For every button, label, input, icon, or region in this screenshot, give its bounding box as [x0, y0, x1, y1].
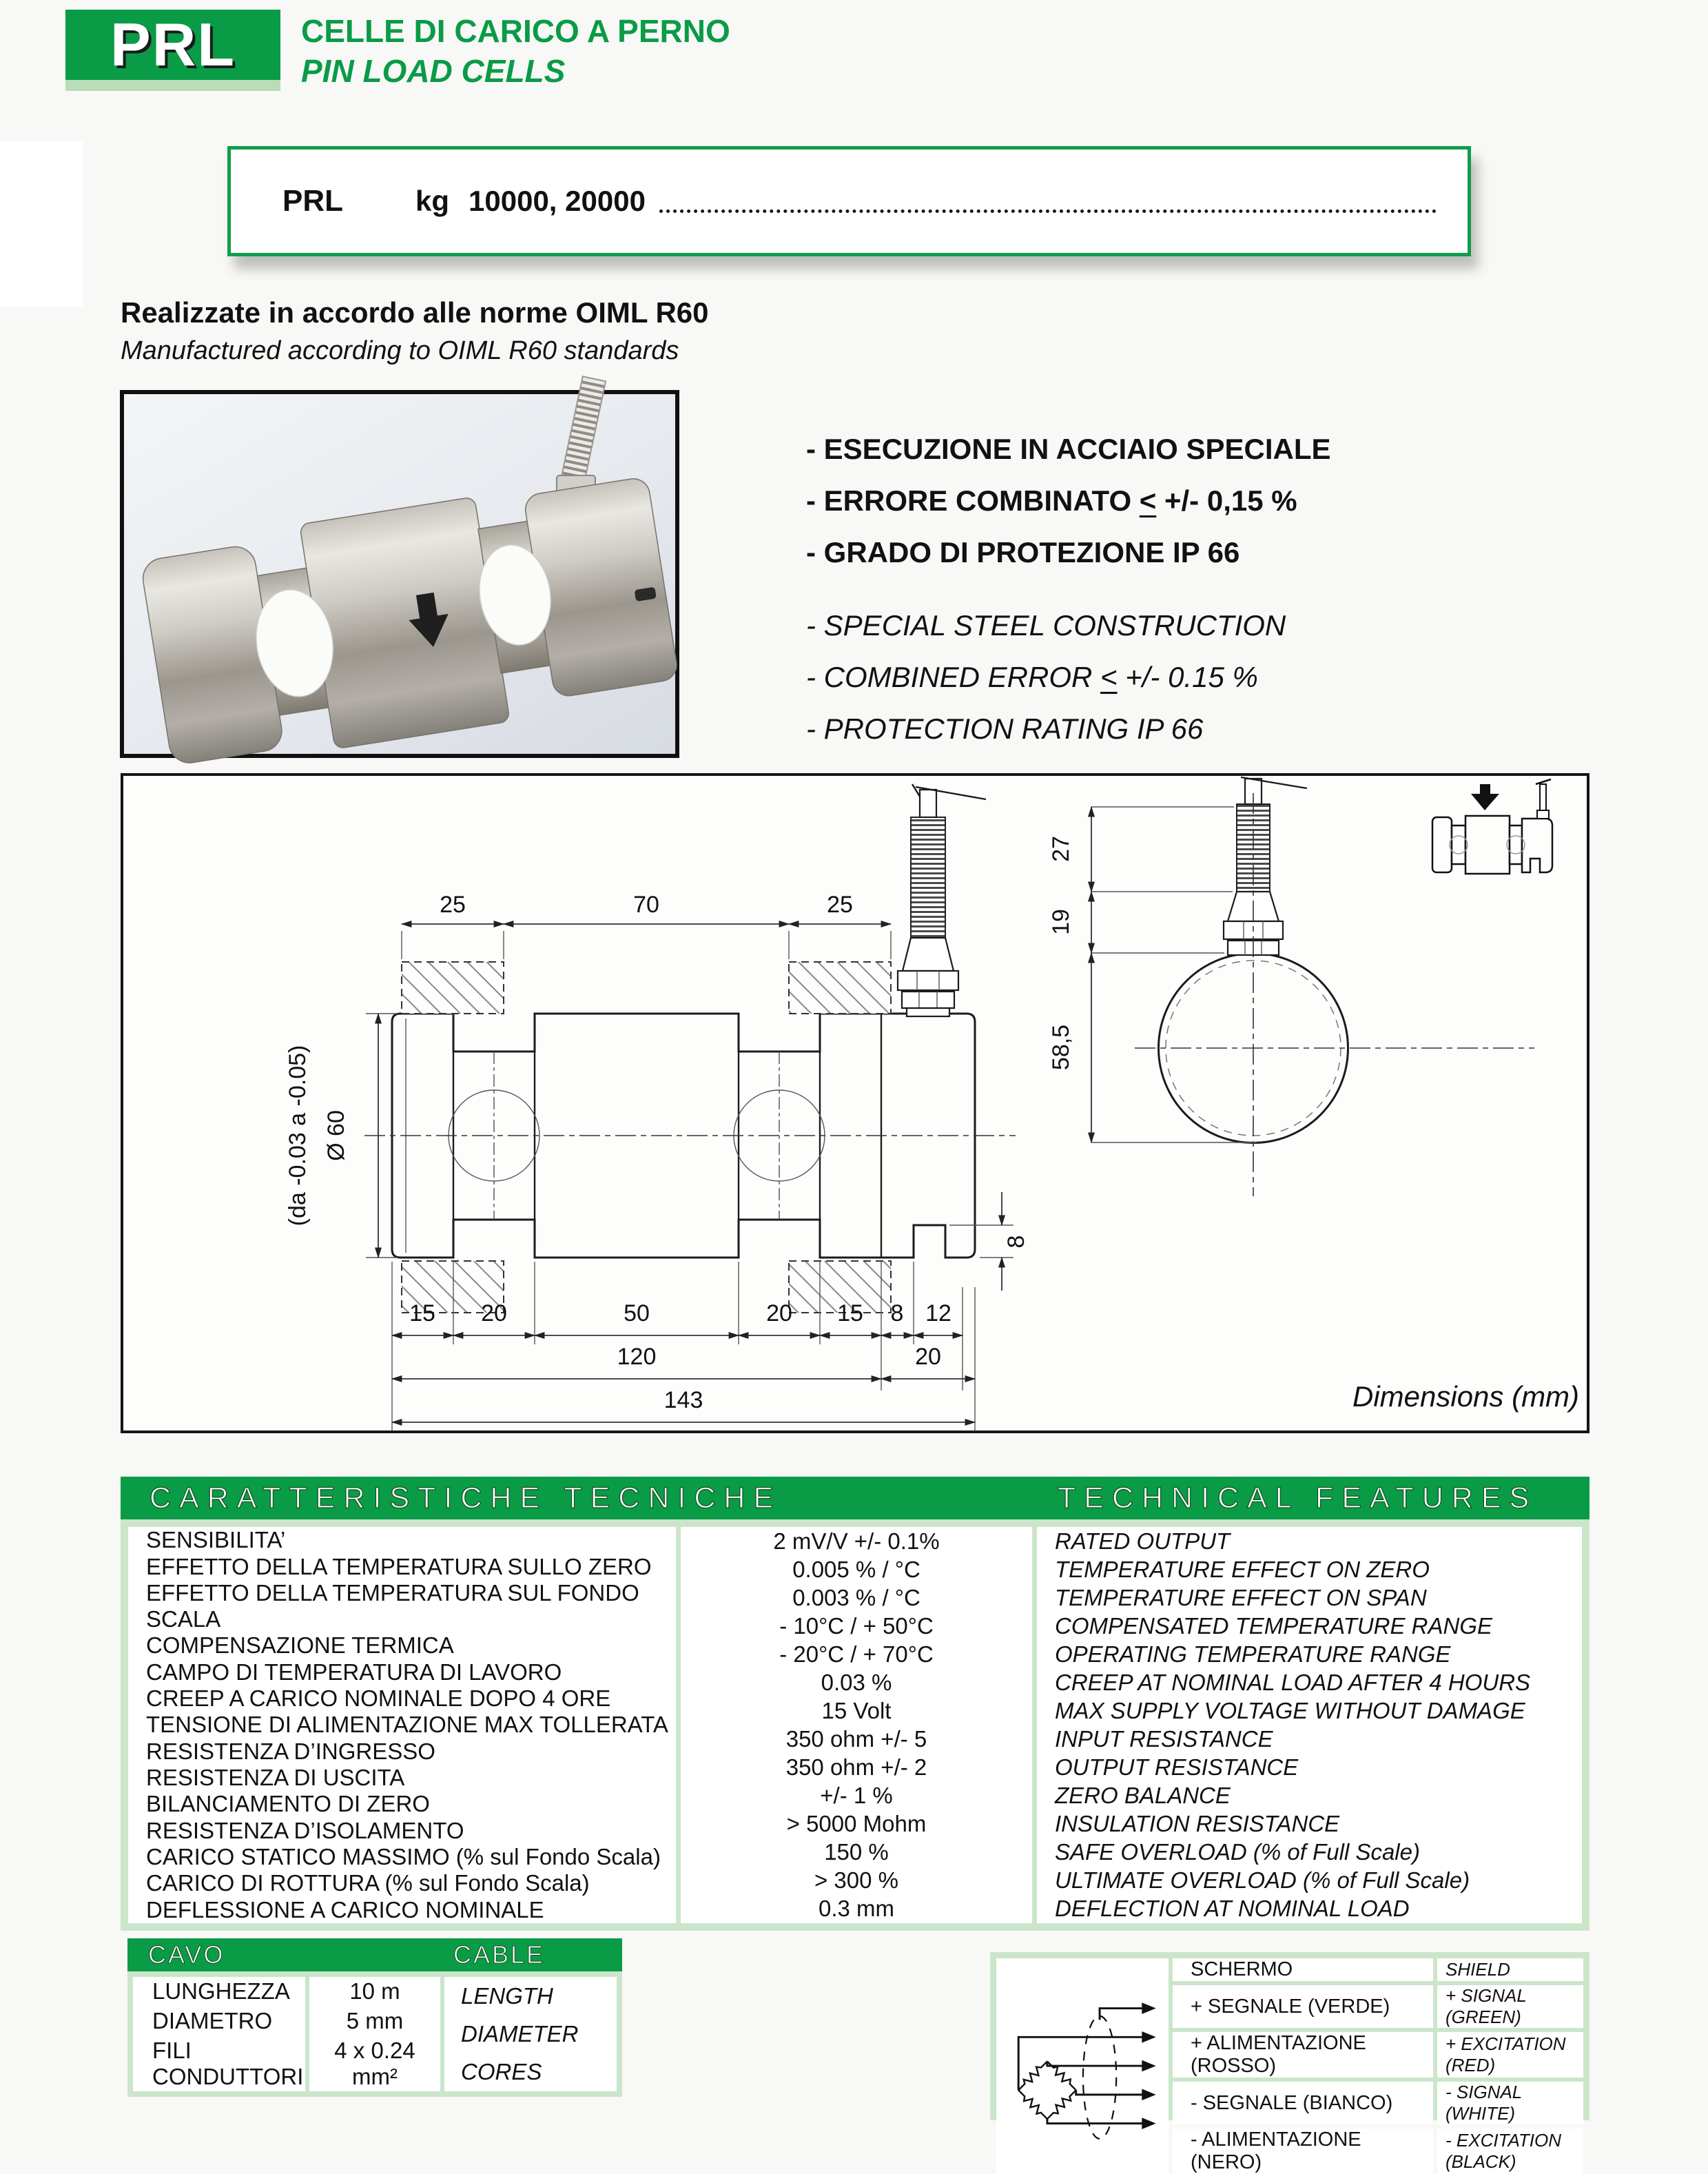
tech-label-en: COMPENSATED TEMPERATURE RANGE — [1055, 1612, 1493, 1639]
tech-value: 0.005 % / °C — [792, 1556, 920, 1582]
svg-text:20: 20 — [481, 1300, 507, 1326]
product-photo — [120, 390, 679, 758]
feature-it-1: - ESECUZIONE IN ACCIAIO SPECIALE — [806, 433, 1331, 465]
wiring-row-english: + SIGNAL (GREEN) — [1437, 1985, 1583, 2028]
tech-value: 0.03 % — [821, 1669, 892, 1695]
tech-value: > 5000 Mohm — [786, 1811, 927, 1837]
wheatstone-bridge-icon — [1002, 1989, 1162, 2144]
cable-header-english: CABLE — [453, 1940, 546, 1969]
technical-drawing-box — [121, 773, 1589, 1433]
cable-column-italian — [133, 1977, 305, 2091]
bridge-diagram-cell — [996, 1958, 1169, 2174]
tech-label-en: TEMPERATURE EFFECT ON ZERO — [1055, 1556, 1430, 1582]
svg-text:120: 120 — [617, 1344, 657, 1370]
svg-text:15: 15 — [409, 1300, 435, 1326]
tech-value: > 300 % — [814, 1867, 898, 1894]
cable-label-en: DIAMETER — [461, 2020, 579, 2047]
svg-text:19: 19 — [1048, 909, 1074, 935]
cable-column-english — [444, 1977, 617, 2091]
tech-label: RESISTENZA DI USCITA — [146, 1764, 405, 1790]
technical-drawing — [123, 776, 1587, 1430]
cable-value: 4 x 0.24 mm² — [334, 2037, 415, 2089]
tech-label-en: DEFLECTION AT NOMINAL LOAD — [1055, 1896, 1410, 1922]
tech-label: CARICO DI ROTTURA (% sul Fondo Scala) — [146, 1870, 590, 1896]
tech-value: 350 ohm +/- 2 — [785, 1754, 927, 1781]
dim-heights — [1048, 807, 1257, 1142]
wiring-row-english: - SIGNAL (WHITE) — [1437, 2082, 1583, 2124]
wiring-table — [990, 1952, 1589, 2173]
cable-label: FILI CONDUTTORI — [152, 2037, 304, 2089]
feature-it-3: - GRADO DI PROTEZIONE IP 66 — [806, 536, 1240, 568]
tech-table-header — [121, 1477, 1589, 1519]
svg-text:20: 20 — [915, 1344, 941, 1370]
cable-value: 5 mm — [346, 2007, 404, 2033]
wiring-row-italian: - ALIMENTAZIONE (NERO) — [1173, 2129, 1433, 2174]
tech-label-en: ZERO BALANCE — [1055, 1783, 1231, 1809]
standards-line-english: Manufactured according to OIML R60 standards — [121, 336, 679, 365]
tech-label-en: ULTIMATE OVERLOAD (% of Full Scale) — [1055, 1867, 1470, 1894]
tech-value: 150 % — [824, 1839, 889, 1865]
svg-text:Ø 60: Ø 60 — [323, 1110, 349, 1161]
tech-value: +/- 1 % — [820, 1783, 893, 1809]
tech-header-italian: CARATTERISTICHE TECNICHE — [150, 1481, 782, 1515]
svg-text:15: 15 — [837, 1300, 863, 1326]
tech-value: 0.3 mm — [818, 1896, 895, 1922]
wiring-row-italian: + ALIMENTAZIONE (ROSSO) — [1173, 2032, 1433, 2078]
cable-label: LUNGHEZZA — [152, 1978, 290, 2004]
wiring-row-italian: + SEGNALE (VERDE) — [1173, 1985, 1433, 2028]
tech-label: CARICO STATICO MASSIMO (% sul Fondo Scala) — [146, 1843, 661, 1869]
tech-value: - 20°C / + 70°C — [779, 1641, 934, 1667]
page-margin-patch — [0, 141, 83, 307]
capacity-values: 10000, 20000 — [469, 185, 646, 217]
dim-slot — [949, 1192, 1029, 1291]
wiring-row-italian: - SEGNALE (BIANCO) — [1173, 2082, 1433, 2124]
cable-column-values — [309, 1977, 440, 2091]
feature-en-2: - COMBINED ERROR < +/- 0.15 % — [806, 661, 1258, 693]
wiring-row-italian: SCHERMO — [1173, 1958, 1433, 1981]
standards-line-italian: Realizzate in accordo alle norme OIML R60 — [121, 296, 709, 329]
tech-label: BILANCIAMENTO DI ZERO — [146, 1791, 430, 1817]
wiring-row-english: - EXCITATION (BLACK) — [1437, 2129, 1583, 2174]
down-arrow-icon — [1471, 784, 1499, 810]
page-title-italian: CELLE DI CARICO A PERNO — [301, 13, 730, 49]
feature-en-1: - SPECIAL STEEL CONSTRUCTION — [806, 609, 1286, 642]
tech-label-en: INSULATION RESISTANCE — [1055, 1811, 1340, 1837]
tech-label: RESISTENZA D’ISOLAMENTO — [146, 1817, 464, 1843]
tech-label-en: TEMPERATURE EFFECT ON SPAN — [1055, 1584, 1427, 1610]
svg-text:(da -0.03 a -0.05): (da -0.03 a -0.05) — [285, 1045, 311, 1227]
load-cell-mini-icon — [1432, 779, 1552, 874]
svg-text:50: 50 — [624, 1300, 650, 1326]
tech-column-english — [1037, 1527, 1582, 1923]
cable-value: 10 m — [349, 1978, 400, 2004]
tech-value: 0.003 % / °C — [792, 1584, 920, 1610]
tech-label: RESISTENZA D’INGRESSO — [146, 1738, 435, 1764]
cable-gland-side — [898, 784, 986, 1016]
tech-label: EFFETTO DELLA TEMPERATURA SUL FONDO SCALA — [146, 1579, 639, 1632]
tech-table-body — [121, 1519, 1589, 1931]
tech-label: SENSIBILITA’ — [146, 1527, 286, 1553]
svg-text:27: 27 — [1048, 836, 1074, 862]
tech-value: 350 ohm +/- 5 — [785, 1725, 927, 1752]
svg-text:8: 8 — [1003, 1235, 1029, 1249]
page-title-english: PIN LOAD CELLS — [301, 53, 566, 89]
model-name: PRL — [282, 184, 343, 218]
feature-it-2: - ERRORE COMBINATO < +/- 0,15 % — [806, 484, 1297, 517]
cable-label-en: CORES — [461, 2059, 542, 2085]
load-cell-photo-graphic — [124, 394, 675, 754]
tech-label: TENSIONE DI ALIMENTAZIONE MAX TOLLERATA — [146, 1712, 668, 1738]
cable-table-header — [127, 1938, 622, 1971]
tech-value: - 10°C / + 50°C — [779, 1612, 934, 1639]
tech-label-en: SAFE OVERLOAD (% of Full Scale) — [1055, 1839, 1420, 1865]
svg-text:12: 12 — [925, 1300, 951, 1326]
cable-label-en: LENGTH — [461, 1982, 553, 2009]
prl-logo-text: PRL — [110, 10, 236, 79]
dotted-leader — [659, 209, 1437, 213]
tech-label: DEFLESSIONE A CARICO NOMINALE — [146, 1896, 544, 1922]
dimensions-note: Dimensions (mm) — [1352, 1380, 1580, 1413]
capacity-unit: kg — [415, 185, 450, 217]
tech-value: 15 Volt — [821, 1697, 892, 1723]
svg-text:25: 25 — [440, 892, 466, 918]
tech-column-italian — [128, 1527, 676, 1923]
tech-label-en: INPUT RESISTANCE — [1055, 1725, 1273, 1752]
tech-label: CREEP A CARICO NOMINALE DOPO 4 ORE — [146, 1685, 611, 1711]
tech-label-en: CREEP AT NOMINAL LOAD AFTER 4 HOURS — [1055, 1669, 1531, 1695]
svg-text:70: 70 — [633, 892, 659, 918]
logo-accent-strip — [65, 80, 280, 91]
tech-label: EFFETTO DELLA TEMPERATURA SULLO ZERO — [146, 1553, 652, 1579]
prl-logo — [65, 10, 280, 80]
svg-text:8: 8 — [890, 1300, 904, 1326]
wiring-row-english: + EXCITATION (RED) — [1437, 2032, 1583, 2078]
svg-text:143: 143 — [663, 1387, 703, 1413]
svg-text:25: 25 — [827, 892, 853, 918]
tech-column-values — [681, 1527, 1032, 1923]
svg-text:20: 20 — [766, 1300, 792, 1326]
tech-label: COMPENSAZIONE TERMICA — [146, 1632, 454, 1659]
model-capacity-box — [227, 146, 1471, 256]
tech-label-en: RATED OUTPUT — [1055, 1528, 1231, 1554]
cable-header-italian: CAVO — [148, 1940, 225, 1969]
feature-en-3: - PROTECTION RATING IP 66 — [806, 712, 1204, 745]
tech-label-en: MAX SUPPLY VOLTAGE WITHOUT DAMAGE — [1055, 1697, 1525, 1723]
cable-label: DIAMETRO — [152, 2007, 273, 2033]
tech-header-english: TECHNICAL FEATURES — [1058, 1481, 1538, 1515]
svg-text:58,5: 58,5 — [1048, 1024, 1074, 1071]
tech-label-en: OUTPUT RESISTANCE — [1055, 1754, 1299, 1781]
tech-label: CAMPO DI TEMPERATURA DI LAVORO — [146, 1659, 562, 1685]
tech-label-en: OPERATING TEMPERATURE RANGE — [1055, 1641, 1451, 1667]
wiring-row-english: SHIELD — [1437, 1958, 1583, 1981]
tech-value: 2 mV/V +/- 0.1% — [773, 1528, 940, 1554]
dim-top — [402, 892, 891, 959]
side-view — [285, 784, 1029, 1430]
cable-table-body — [127, 1971, 622, 2097]
